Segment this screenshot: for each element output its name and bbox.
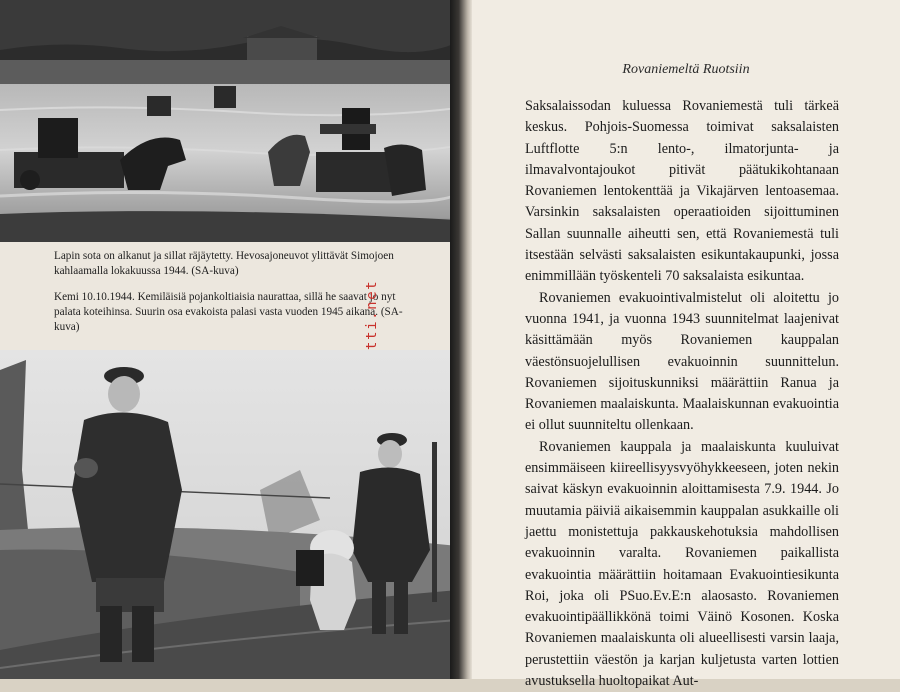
- paragraph: Saksalaissodan kuluessa Rovaniemestä tuli tärkeä keskus. Pohjois-Suomessa toimivat saksalaisten Luftflotte 5:n lento-, ilmatorjunta- ja ilmavalvontajoukot pitivät päätukikohtanaan Rovaniemen lentokenttää ja Vikajärven lentoasemaa. Varsinkin saksalaisten operaatioiden sijoittuminen Sallan suunnalle aiheutti sen, että Rovaniemestä tuli itsestään selvästi saksalaisten esikuntakaupunki, jossa enimmillään työskenteli 70 saksalaista esikuntaa.: [525, 98, 839, 285]
- body-text: [525, 96, 839, 692]
- paragraph: Rovaniemen evakuointivalmistelut oli aloitettu jo vuonna 1941, ja vuonna 1943 suunnitelmat laajenivat käsittämään myös Rovaniemen kauppalan väestönsuojelullisen evakuoinnin suunnittelun. Rovaniemen sijoituskunniksi määrättiin Ranua ja Rovaniemen maalaiskunta. Maalaiskunnan evakuointia ei ollut suunniteltu ollenkaan.: [525, 289, 839, 434]
- kemi-boys-image: [0, 350, 458, 679]
- river-crossing-image: [0, 0, 458, 242]
- left-page: [0, 0, 458, 679]
- photo-kemi-boys: [0, 350, 458, 679]
- photo-river-crossing: [0, 0, 458, 242]
- caption-river-crossing: Lapin sota on alkanut ja sillat räjäytetty. Hevosajoneuvot ylittävät Simojoen kahlaamalla lokakuussa 1944. (SA-kuva): [54, 250, 394, 277]
- photo-captions: [54, 249, 404, 346]
- right-page: [472, 0, 900, 690]
- running-head: Rovaniemeltä Ruotsiin: [622, 62, 750, 77]
- book-gutter: [450, 0, 472, 679]
- caption-kemi-boys: Kemi 10.10.1944. Kemiläisiä pojankoltiaisia naurattaa, sillä he saavat jo nyt palata koteihinsa. Suurin osa evakoista palasi vasta vuoden 1945 aikana. (SA-kuva): [54, 291, 403, 333]
- paragraph: Rovaniemen kauppala ja maalaiskunta kuuluivat ensimmäiseen kiireellisyysvyöhykkeeseen, joten nekin saivat käskyn evakuoinnin aloittamisesta 7.9. 1944. Jo muutamia päiviä aikaisemmin kauppalan asukkaille oli jaettu monistettuja pakkauskehotuksia mahdollisen evakuoinnin varalta. Rovaniemen paikallista evakuointia määrättiin hoitamaan Evakuointiesikunta Roi, joka oli PSuo.Ev.E:n alaosasto. Rovaniemen evakuointipäällikkönä toimi Väinö Kosonen. Koska Rovaniemen maalaiskunta oli alueellisesti varsin laaja, perustettiin väestön ja karjan kuljetusta varten lottien avustuksella huoltopaikat Aut-: [525, 438, 839, 690]
